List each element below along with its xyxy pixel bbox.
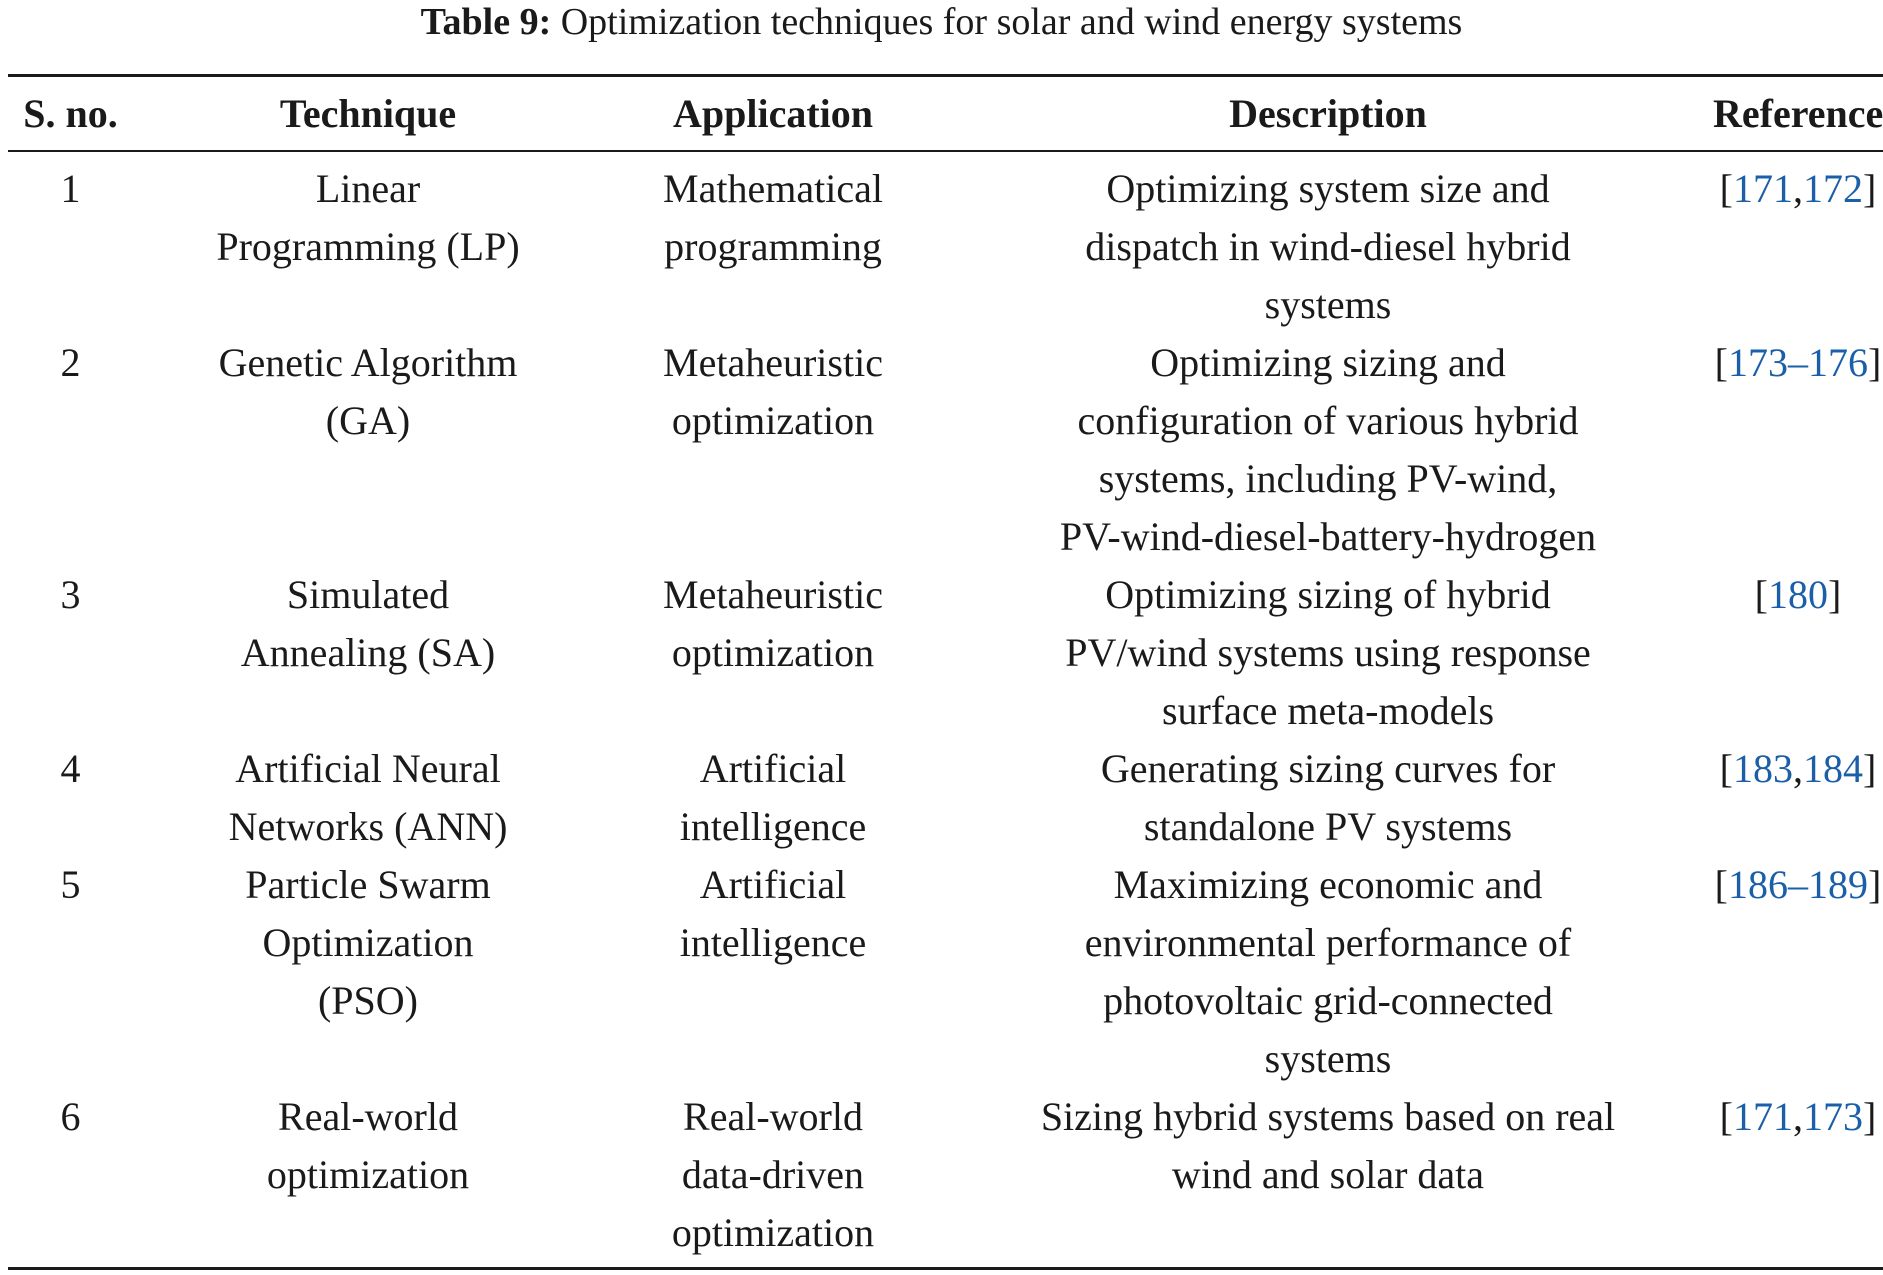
caption-label: Table 9: — [420, 1, 552, 43]
table-row — [8, 1088, 1883, 1262]
cell-sno: 1 — [60, 166, 81, 211]
cell-technique — [133, 566, 603, 740]
optimization-table — [8, 77, 1883, 1262]
description-line: PV-wind-diesel-battery-hydrogen — [1059, 514, 1597, 559]
reference-link[interactable]: 172 — [1803, 166, 1863, 211]
ref-bracket-open: [ — [1719, 746, 1733, 791]
reference-link[interactable]: 183 — [1733, 746, 1793, 791]
cell-application — [603, 566, 943, 740]
header-technique: Technique — [279, 90, 457, 136]
description-line: Optimizing system size and — [1106, 166, 1550, 211]
cell-description — [943, 334, 1713, 566]
cell-reference — [1713, 740, 1883, 856]
reference-link[interactable]: 173 — [1728, 340, 1788, 385]
technique-line: Programming (LP) — [216, 224, 520, 269]
technique-line: (PSO) — [317, 978, 419, 1023]
technique-line: Optimization — [262, 920, 474, 965]
description-line: Generating sizing curves for — [1100, 746, 1556, 791]
description-line: dispatch in wind-diesel hybrid — [1085, 224, 1571, 269]
cell-description — [943, 740, 1713, 856]
cell-technique — [133, 740, 603, 856]
cell-reference — [1713, 856, 1883, 1088]
ref-bracket-close: ] — [1868, 340, 1882, 385]
ref-separator: – — [1788, 340, 1808, 385]
reference-link[interactable]: 171 — [1733, 1094, 1793, 1139]
technique-line: optimization — [266, 1152, 470, 1197]
description-line: Maximizing economic and — [1113, 862, 1543, 907]
cell-reference — [1713, 150, 1883, 334]
ref-separator: , — [1793, 1094, 1803, 1139]
cell-technique — [133, 334, 603, 566]
ref-bracket-open: [ — [1714, 862, 1728, 907]
application-line: programming — [664, 224, 882, 269]
reference-link[interactable]: 180 — [1768, 572, 1828, 617]
header-sno: S. no. — [23, 90, 118, 136]
cell-application — [603, 740, 943, 856]
description-line: environmental performance of — [1084, 920, 1572, 965]
reference-link[interactable]: 171 — [1733, 166, 1793, 211]
technique-line: Linear — [315, 166, 421, 211]
cell-sno: 4 — [60, 746, 81, 791]
description-line: Sizing hybrid systems based on real — [1040, 1094, 1616, 1139]
reference-link[interactable]: 176 — [1808, 340, 1868, 385]
ref-bracket-open: [ — [1719, 166, 1733, 211]
table-row — [8, 334, 1883, 566]
cell-description — [943, 856, 1713, 1088]
cell-sno: 5 — [60, 862, 81, 907]
ref-bracket-close: ] — [1863, 1094, 1877, 1139]
description-line: photovoltaic grid-connected — [1103, 978, 1553, 1023]
cell-sno: 3 — [60, 572, 81, 617]
reference-link[interactable]: 184 — [1803, 746, 1863, 791]
application-line: intelligence — [679, 804, 867, 849]
cell-application — [603, 856, 943, 1088]
table-body — [8, 150, 1883, 1262]
ref-bracket-close: ] — [1868, 862, 1882, 907]
ref-separator: , — [1793, 166, 1803, 211]
ref-bracket-open: [ — [1714, 340, 1728, 385]
technique-line: Simulated — [286, 572, 450, 617]
description-line: wind and solar data — [1171, 1152, 1485, 1197]
cell-reference — [1713, 334, 1883, 566]
technique-line: Annealing (SA) — [240, 630, 496, 675]
cell-sno: 2 — [60, 340, 81, 385]
ref-bracket-close: ] — [1863, 166, 1877, 211]
header-description: Description — [1229, 90, 1427, 136]
cell-technique — [133, 1088, 603, 1262]
caption-text: Optimization techniques for solar and wind energy systems — [560, 1, 1463, 43]
application-line: Real-world — [683, 1094, 863, 1139]
cell-reference — [1713, 1088, 1883, 1262]
application-line: Metaheuristic — [663, 340, 883, 385]
cell-description — [943, 566, 1713, 740]
ref-separator: – — [1788, 862, 1808, 907]
reference-link[interactable]: 189 — [1808, 862, 1868, 907]
cell-application — [603, 150, 943, 334]
cell-technique — [133, 150, 603, 334]
ref-bracket-close: ] — [1863, 746, 1877, 791]
ref-bracket-open: [ — [1754, 572, 1768, 617]
cell-technique — [133, 856, 603, 1088]
table-row — [8, 740, 1883, 856]
description-line: systems — [1264, 1036, 1392, 1081]
cell-application — [603, 334, 943, 566]
technique-line: Real-world — [278, 1094, 458, 1139]
technique-line: Genetic Algorithm — [218, 340, 518, 385]
table-row — [8, 150, 1883, 334]
application-line: Mathematical — [663, 166, 883, 211]
application-line: optimization — [671, 1210, 875, 1255]
technique-line: Particle Swarm — [245, 862, 491, 907]
ref-separator: , — [1793, 746, 1803, 791]
table-bottom-rule — [8, 1267, 1883, 1270]
ref-bracket-close: ] — [1828, 572, 1842, 617]
technique-line: Artificial Neural — [235, 746, 501, 791]
cell-description — [943, 1088, 1713, 1262]
description-line: systems, including PV-wind, — [1098, 456, 1558, 501]
description-line: configuration of various hybrid — [1077, 398, 1579, 443]
cell-reference — [1713, 566, 1883, 740]
technique-line: Networks (ANN) — [228, 804, 508, 849]
application-line: optimization — [671, 398, 875, 443]
cell-sno: 6 — [60, 1094, 81, 1139]
header-row — [8, 77, 1883, 150]
header-application: Application — [672, 90, 874, 136]
description-line: PV/wind systems using response — [1065, 630, 1591, 675]
table-caption — [0, 0, 1883, 44]
application-line: optimization — [671, 630, 875, 675]
description-line: Optimizing sizing and — [1150, 340, 1506, 385]
application-line: Artificial — [699, 862, 847, 907]
table-row — [8, 566, 1883, 740]
header-reference: Reference — [1713, 90, 1883, 136]
cell-description — [943, 150, 1713, 334]
ref-bracket-open: [ — [1719, 1094, 1733, 1139]
application-line: data-driven — [681, 1152, 865, 1197]
description-line: surface meta-models — [1161, 688, 1495, 733]
reference-link[interactable]: 186 — [1728, 862, 1788, 907]
technique-line: (GA) — [325, 398, 411, 443]
reference-link[interactable]: 173 — [1803, 1094, 1863, 1139]
description-line: Optimizing sizing of hybrid — [1105, 572, 1551, 617]
description-line: standalone PV systems — [1143, 804, 1513, 849]
application-line: Metaheuristic — [663, 572, 883, 617]
table-row — [8, 856, 1883, 1088]
application-line: intelligence — [679, 920, 867, 965]
description-line: systems — [1264, 282, 1392, 327]
cell-application — [603, 1088, 943, 1262]
application-line: Artificial — [699, 746, 847, 791]
